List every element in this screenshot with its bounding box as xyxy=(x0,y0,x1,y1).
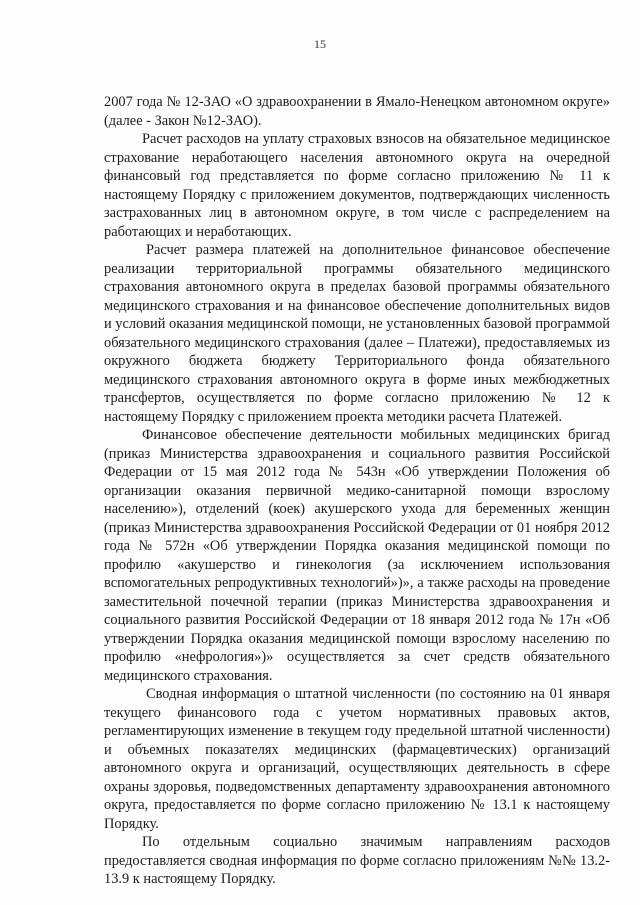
paragraph-staffing-summary: Сводная информация о штатной численности (по состоянию на 01 января текущего финансового года с учетом нормативных правовых актов, регламентирующих изменение в текущем году предельной штатной численности) и объемных показателях медицинских (фармацевтических) организаций автономного округа и организаций, осуществляющих деятельность в сфере охраны здоровья, подведомственных департаменту здравоохранения автономного округа, предоставляется по форме согласно приложению № 13.1 к настоящему Порядку. xyxy=(104,686,610,832)
paragraph-mobile-brigades: Финансовое обеспечение деятельности мобильных медицинских бригад (приказ Министерства здравоохранения и социального развития Российской Федерации от 15 мая 2012 года № 543н «Об утверждении Положения об организации оказания первичной медико-санитарной помощи взрослому населению»), отделений (коек) акушерского ухода для беременных женщин (приказ Министерства здравоохранения Российской Федерации от 01 ноября 2012 года № 572н «Об утверждении Порядка оказания медицинской помощи по профилю «акушерство и гинекология (за исключением использования вспомогательных репродуктивных технологий»)», а также расходы на проведение заместительной почечной терапии (приказ Министерства здравоохранения и социального развития Российской Федерации от 18 января 2012 года № 17н «Об утверждении Порядка оказания медицинской помощи взрослому населению по профилю «нефрология»)» осуществляется за счет средств обязательного медицинского страхования. xyxy=(104,427,610,684)
document-body xyxy=(104,93,610,889)
paragraph-law-reference: 2007 года № 12-ЗАО «О здравоохранении в Ямало-Ненецком автономном округе» (далее - Закон №12-ЗАО). xyxy=(104,94,610,129)
paragraph-payments-calculation: Расчет размера платежей на дополнительное финансовое обеспечение реализации территориальной программы обязательного медицинского страхования автономного округа в пределах базовой программы обязательного медицинского страхования и на финансовое обеспечение дополнительных видов и условий оказания медицинской помощи, не установленных базовой программой обязательного медицинского страхования (далее – Платежи), предоставляемых из окружного бюджета бюджету Территориального фонда обязательного медицинского страхования автономного округа в форме иных межбюджетных трансфертов, осуществляется по форме согласно приложению № 12 к настоящему Порядку с приложением проекта методики расчета Платежей. xyxy=(104,242,611,425)
paragraph-social-directions: По отдельным социально значимым направлениям расходов предоставляется сводная информация по форме согласно приложениям №№ 13.2-13.9 к настоящему Порядку. xyxy=(104,834,610,887)
page-number: 15 xyxy=(314,37,326,51)
paragraph-insurance-contributions: Расчет расходов на уплату страховых взносов на обязательное медицинское страхование неработающего населения автономного округа на очередной финансовый год представляется по форме согласно приложению № 11 к настоящему Порядку с приложением документов, подтверждающих численность застрахованных лиц в автономном округе, в том числе с распределением на работающих и неработающих. xyxy=(104,131,610,240)
